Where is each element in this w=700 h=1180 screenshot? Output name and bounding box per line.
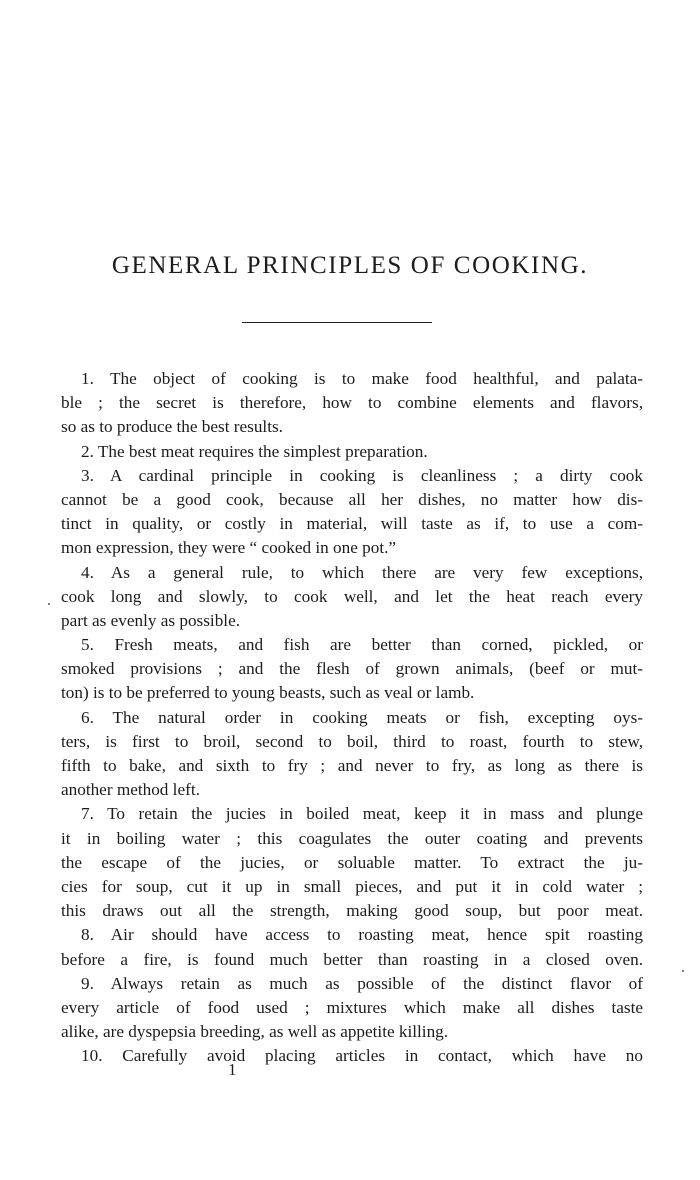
- page-title: GENERAL PRINCIPLES OF COOKING.: [111, 252, 589, 279]
- text-line: alike, are dyspepsia breeding, as well as appetite killing.: [61, 1022, 449, 1042]
- text-line: 3. A cardinal principle in cooking is cleanliness ; a dirty cook: [81, 465, 643, 485]
- text-line: 2. The best meat requires the simplest preparation.: [81, 441, 428, 461]
- text-line: 8. Air should have access to roasting meat, hence spit roasting: [81, 925, 643, 945]
- text-line: ble ; the secret is therefore, how to combine elements and flavors,: [61, 393, 643, 413]
- text-line: 6. The natural order in cooking meats or fish, excepting oys-: [81, 707, 643, 727]
- text-line: 10. Carefully avoid placing articles in contact, which have no: [81, 1046, 643, 1066]
- text-line: the escape of the jucies, or soluable matter. To extract the ju-: [61, 852, 643, 872]
- text-line: fifth to bake, and sixth to fry ; and never to fry, as long as there is: [61, 756, 643, 775]
- text-line: this draws out all the strength, making good soup, but poor meat.: [61, 901, 643, 921]
- text-line: cannot be a good cook, because all her dishes, no matter how dis-: [61, 489, 643, 509]
- text-line: ters, is first to broil, second to boil, third to roast, fourth to stew,: [61, 731, 643, 751]
- text-line: another method left.: [61, 780, 200, 800]
- text-line: before a fire, is found much better than roasting in a closed oven.: [61, 949, 643, 969]
- text-line: cook long and slowly, to cook well, and let the heat reach every: [61, 586, 643, 606]
- body-text: [61, 367, 643, 1068]
- text-line: cies for soup, cut it up in small pieces, and put it in cold water ;: [61, 876, 643, 896]
- print-speck: [682, 970, 684, 972]
- title-rule: [242, 322, 432, 323]
- text-line: ton) is to be preferred to young beasts, such as veal or lamb.: [61, 683, 475, 703]
- text-line: tinct in quality, or costly in material, will taste as if, to use a com-: [61, 514, 643, 534]
- text-line: so as to produce the best results.: [61, 417, 283, 437]
- text-line: 7. To retain the jucies in boiled meat, keep it in mass and plunge: [81, 804, 643, 824]
- text-line: it in boiling water ; this coagulates the outer coating and prevents: [61, 828, 643, 848]
- text-line: 4. As a general rule, to which there are very few exceptions,: [81, 562, 643, 582]
- text-line: smoked provisions ; and the flesh of grown animals, (beef or mut-: [61, 659, 643, 679]
- print-speck: [48, 603, 50, 605]
- text-line: part as evenly as possible.: [61, 610, 240, 630]
- page-number: 1: [228, 1060, 237, 1079]
- text-line: mon expression, they were “ cooked in one pot.”: [61, 538, 397, 558]
- text-line: 5. Fresh meats, and fish are better than corned, pickled, or: [81, 635, 643, 655]
- text-line: every article of food used ; mixtures which make all dishes taste: [61, 997, 643, 1017]
- text-line: 1. The object of cooking is to make food healthful, and palata-: [81, 369, 643, 388]
- text-line: 9. Always retain as much as possible of the distinct flavor of: [81, 973, 643, 993]
